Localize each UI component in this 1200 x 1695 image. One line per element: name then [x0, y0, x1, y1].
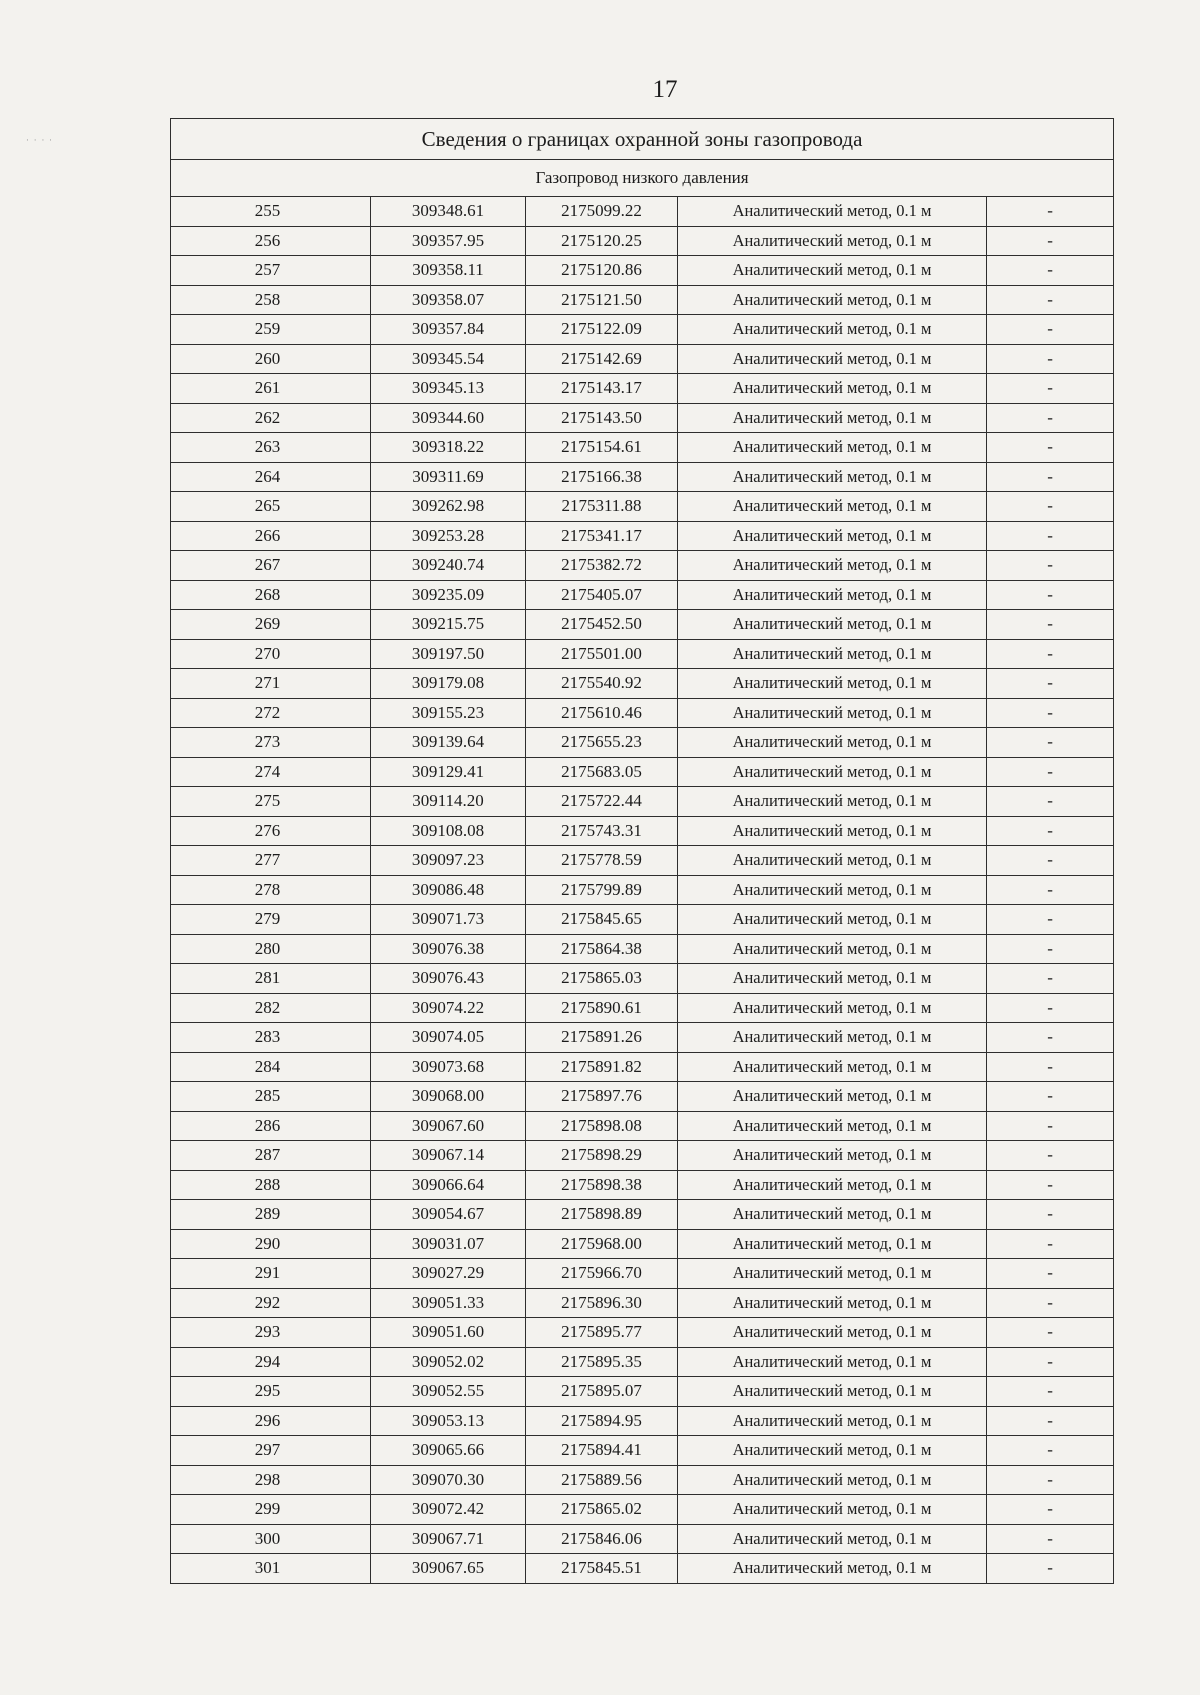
x-coordinate-cell: 309076.38 — [371, 934, 526, 964]
point-number-cell: 290 — [171, 1229, 371, 1259]
point-number-cell: 264 — [171, 462, 371, 492]
y-coordinate-cell: 2175121.50 — [526, 285, 678, 315]
y-coordinate-cell: 2175799.89 — [526, 875, 678, 905]
point-number-cell: 271 — [171, 669, 371, 699]
y-coordinate-cell: 2175501.00 — [526, 639, 678, 669]
table-row — [171, 521, 1114, 551]
note-cell: - — [987, 1554, 1114, 1584]
table-row — [171, 580, 1114, 610]
point-number-cell: 255 — [171, 197, 371, 227]
point-number-cell: 262 — [171, 403, 371, 433]
point-number-cell: 280 — [171, 934, 371, 964]
note-cell: - — [987, 757, 1114, 787]
point-number-cell: 292 — [171, 1288, 371, 1318]
y-coordinate-cell: 2175865.03 — [526, 964, 678, 994]
note-cell: - — [987, 846, 1114, 876]
x-coordinate-cell: 309345.13 — [371, 374, 526, 404]
y-coordinate-cell: 2175966.70 — [526, 1259, 678, 1289]
y-coordinate-cell: 2175891.82 — [526, 1052, 678, 1082]
table-row — [171, 1554, 1114, 1584]
note-cell: - — [987, 1318, 1114, 1348]
method-cell: Аналитический метод, 0.1 м — [678, 875, 987, 905]
method-cell: Аналитический метод, 0.1 м — [678, 1052, 987, 1082]
point-number-cell: 257 — [171, 256, 371, 286]
method-cell: Аналитический метод, 0.1 м — [678, 846, 987, 876]
table-row — [171, 1111, 1114, 1141]
x-coordinate-cell: 309262.98 — [371, 492, 526, 522]
note-cell: - — [987, 934, 1114, 964]
y-coordinate-cell: 2175864.38 — [526, 934, 678, 964]
note-cell: - — [987, 315, 1114, 345]
x-coordinate-cell: 309179.08 — [371, 669, 526, 699]
method-cell: Аналитический метод, 0.1 м — [678, 1200, 987, 1230]
y-coordinate-cell: 2175896.30 — [526, 1288, 678, 1318]
point-number-cell: 278 — [171, 875, 371, 905]
method-cell: Аналитический метод, 0.1 м — [678, 934, 987, 964]
x-coordinate-cell: 309052.55 — [371, 1377, 526, 1407]
note-cell: - — [987, 551, 1114, 581]
table-row — [171, 610, 1114, 640]
method-cell: Аналитический метод, 0.1 м — [678, 1524, 987, 1554]
x-coordinate-cell: 309027.29 — [371, 1259, 526, 1289]
method-cell: Аналитический метод, 0.1 м — [678, 639, 987, 669]
method-cell: Аналитический метод, 0.1 м — [678, 905, 987, 935]
table-row — [171, 875, 1114, 905]
y-coordinate-cell: 2175655.23 — [526, 728, 678, 758]
method-cell: Аналитический метод, 0.1 м — [678, 580, 987, 610]
method-cell: Аналитический метод, 0.1 м — [678, 433, 987, 463]
x-coordinate-cell: 309311.69 — [371, 462, 526, 492]
x-coordinate-cell: 309197.50 — [371, 639, 526, 669]
table-row — [171, 934, 1114, 964]
method-cell: Аналитический метод, 0.1 м — [678, 1347, 987, 1377]
point-number-cell: 256 — [171, 226, 371, 256]
point-number-cell: 286 — [171, 1111, 371, 1141]
note-cell: - — [987, 226, 1114, 256]
point-number-cell: 260 — [171, 344, 371, 374]
y-coordinate-cell: 2175898.89 — [526, 1200, 678, 1230]
x-coordinate-cell: 309253.28 — [371, 521, 526, 551]
x-coordinate-cell: 309031.07 — [371, 1229, 526, 1259]
point-number-cell: 266 — [171, 521, 371, 551]
x-coordinate-cell: 309344.60 — [371, 403, 526, 433]
table-row — [171, 1023, 1114, 1053]
table-row — [171, 1406, 1114, 1436]
point-number-cell: 296 — [171, 1406, 371, 1436]
margin-scan-artifact: · · · · — [26, 136, 54, 146]
x-coordinate-cell: 309345.54 — [371, 344, 526, 374]
method-cell: Аналитический метод, 0.1 м — [678, 197, 987, 227]
point-number-cell: 258 — [171, 285, 371, 315]
y-coordinate-cell: 2175722.44 — [526, 787, 678, 817]
table-subtitle: Газопровод низкого давления — [171, 160, 1114, 197]
x-coordinate-cell: 309358.07 — [371, 285, 526, 315]
y-coordinate-cell: 2175845.65 — [526, 905, 678, 935]
table-row — [171, 1524, 1114, 1554]
table-row — [171, 1495, 1114, 1525]
point-number-cell: 265 — [171, 492, 371, 522]
point-number-cell: 261 — [171, 374, 371, 404]
y-coordinate-cell: 2175889.56 — [526, 1465, 678, 1495]
note-cell: - — [987, 698, 1114, 728]
method-cell: Аналитический метод, 0.1 м — [678, 1170, 987, 1200]
note-cell: - — [987, 610, 1114, 640]
table-row — [171, 757, 1114, 787]
point-number-cell: 259 — [171, 315, 371, 345]
y-coordinate-cell: 2175898.38 — [526, 1170, 678, 1200]
y-coordinate-cell: 2175743.31 — [526, 816, 678, 846]
table-row — [171, 669, 1114, 699]
method-cell: Аналитический метод, 0.1 м — [678, 551, 987, 581]
x-coordinate-cell: 309070.30 — [371, 1465, 526, 1495]
method-cell: Аналитический метод, 0.1 м — [678, 285, 987, 315]
table-row — [171, 905, 1114, 935]
method-cell: Аналитический метод, 0.1 м — [678, 1259, 987, 1289]
point-number-cell: 263 — [171, 433, 371, 463]
method-cell: Аналитический метод, 0.1 м — [678, 256, 987, 286]
table-row — [171, 964, 1114, 994]
note-cell: - — [987, 1495, 1114, 1525]
note-cell: - — [987, 197, 1114, 227]
table-row — [171, 1082, 1114, 1112]
table-row — [171, 256, 1114, 286]
y-coordinate-cell: 2175897.76 — [526, 1082, 678, 1112]
note-cell: - — [987, 492, 1114, 522]
method-cell: Аналитический метод, 0.1 м — [678, 374, 987, 404]
y-coordinate-cell: 2175154.61 — [526, 433, 678, 463]
note-cell: - — [987, 1259, 1114, 1289]
x-coordinate-cell: 309067.14 — [371, 1141, 526, 1171]
note-cell: - — [987, 1141, 1114, 1171]
y-coordinate-cell: 2175894.95 — [526, 1406, 678, 1436]
x-coordinate-cell: 309074.22 — [371, 993, 526, 1023]
method-cell: Аналитический метод, 0.1 м — [678, 669, 987, 699]
x-coordinate-cell: 309097.23 — [371, 846, 526, 876]
point-number-cell: 283 — [171, 1023, 371, 1053]
table-row — [171, 1318, 1114, 1348]
y-coordinate-cell: 2175891.26 — [526, 1023, 678, 1053]
method-cell: Аналитический метод, 0.1 м — [678, 964, 987, 994]
table-row — [171, 374, 1114, 404]
note-cell: - — [987, 1052, 1114, 1082]
note-cell: - — [987, 639, 1114, 669]
table-row — [171, 315, 1114, 345]
y-coordinate-cell: 2175122.09 — [526, 315, 678, 345]
x-coordinate-cell: 309071.73 — [371, 905, 526, 935]
table-row — [171, 1170, 1114, 1200]
table-row — [171, 285, 1114, 315]
table-row — [171, 816, 1114, 846]
note-cell: - — [987, 580, 1114, 610]
point-number-cell: 270 — [171, 639, 371, 669]
x-coordinate-cell: 309053.13 — [371, 1406, 526, 1436]
method-cell: Аналитический метод, 0.1 м — [678, 226, 987, 256]
note-cell: - — [987, 1288, 1114, 1318]
x-coordinate-cell: 309235.09 — [371, 580, 526, 610]
method-cell: Аналитический метод, 0.1 м — [678, 1377, 987, 1407]
note-cell: - — [987, 964, 1114, 994]
x-coordinate-cell: 309358.11 — [371, 256, 526, 286]
note-cell: - — [987, 1377, 1114, 1407]
table-row — [171, 197, 1114, 227]
table-row — [171, 1465, 1114, 1495]
note-cell: - — [987, 787, 1114, 817]
note-cell: - — [987, 816, 1114, 846]
table-row — [171, 698, 1114, 728]
y-coordinate-cell: 2175865.02 — [526, 1495, 678, 1525]
note-cell: - — [987, 521, 1114, 551]
y-coordinate-cell: 2175099.22 — [526, 197, 678, 227]
x-coordinate-cell: 309074.05 — [371, 1023, 526, 1053]
note-cell: - — [987, 905, 1114, 935]
y-coordinate-cell: 2175895.07 — [526, 1377, 678, 1407]
boundary-table — [170, 118, 1114, 1584]
method-cell: Аналитический метод, 0.1 м — [678, 728, 987, 758]
note-cell: - — [987, 1170, 1114, 1200]
point-number-cell: 293 — [171, 1318, 371, 1348]
x-coordinate-cell: 309357.84 — [371, 315, 526, 345]
table-row — [171, 1052, 1114, 1082]
table-title-row — [171, 119, 1114, 160]
note-cell: - — [987, 1465, 1114, 1495]
table-row — [171, 492, 1114, 522]
note-cell: - — [987, 1023, 1114, 1053]
method-cell: Аналитический метод, 0.1 м — [678, 1436, 987, 1466]
table-row — [171, 1229, 1114, 1259]
point-number-cell: 295 — [171, 1377, 371, 1407]
method-cell: Аналитический метод, 0.1 м — [678, 1111, 987, 1141]
note-cell: - — [987, 1347, 1114, 1377]
x-coordinate-cell: 309240.74 — [371, 551, 526, 581]
note-cell: - — [987, 1524, 1114, 1554]
note-cell: - — [987, 462, 1114, 492]
table-title: Сведения о границах охранной зоны газопровода — [171, 119, 1114, 160]
x-coordinate-cell: 309215.75 — [371, 610, 526, 640]
method-cell: Аналитический метод, 0.1 м — [678, 521, 987, 551]
x-coordinate-cell: 309068.00 — [371, 1082, 526, 1112]
y-coordinate-cell: 2175898.29 — [526, 1141, 678, 1171]
x-coordinate-cell: 309357.95 — [371, 226, 526, 256]
note-cell: - — [987, 344, 1114, 374]
table-row — [171, 433, 1114, 463]
note-cell: - — [987, 374, 1114, 404]
point-number-cell: 273 — [171, 728, 371, 758]
x-coordinate-cell: 309086.48 — [371, 875, 526, 905]
table-row — [171, 344, 1114, 374]
point-number-cell: 288 — [171, 1170, 371, 1200]
method-cell: Аналитический метод, 0.1 м — [678, 344, 987, 374]
y-coordinate-cell: 2175895.35 — [526, 1347, 678, 1377]
note-cell: - — [987, 256, 1114, 286]
x-coordinate-cell: 309067.60 — [371, 1111, 526, 1141]
x-coordinate-cell: 309318.22 — [371, 433, 526, 463]
y-coordinate-cell: 2175894.41 — [526, 1436, 678, 1466]
method-cell: Аналитический метод, 0.1 м — [678, 462, 987, 492]
note-cell: - — [987, 1200, 1114, 1230]
note-cell: - — [987, 1082, 1114, 1112]
point-number-cell: 300 — [171, 1524, 371, 1554]
table-row — [171, 846, 1114, 876]
y-coordinate-cell: 2175341.17 — [526, 521, 678, 551]
x-coordinate-cell: 309072.42 — [371, 1495, 526, 1525]
x-coordinate-cell: 309067.65 — [371, 1554, 526, 1584]
method-cell: Аналитический метод, 0.1 м — [678, 610, 987, 640]
page-number: 17 — [652, 76, 678, 103]
point-number-cell: 298 — [171, 1465, 371, 1495]
table-row — [171, 551, 1114, 581]
method-cell: Аналитический метод, 0.1 м — [678, 492, 987, 522]
y-coordinate-cell: 2175610.46 — [526, 698, 678, 728]
point-number-cell: 282 — [171, 993, 371, 1023]
table-row — [171, 1436, 1114, 1466]
x-coordinate-cell: 309114.20 — [371, 787, 526, 817]
y-coordinate-cell: 2175968.00 — [526, 1229, 678, 1259]
point-number-cell: 276 — [171, 816, 371, 846]
table-row — [171, 226, 1114, 256]
point-number-cell: 279 — [171, 905, 371, 935]
x-coordinate-cell: 309067.71 — [371, 1524, 526, 1554]
method-cell: Аналитический метод, 0.1 м — [678, 1406, 987, 1436]
x-coordinate-cell: 309348.61 — [371, 197, 526, 227]
method-cell: Аналитический метод, 0.1 м — [678, 1465, 987, 1495]
point-number-cell: 285 — [171, 1082, 371, 1112]
point-number-cell: 277 — [171, 846, 371, 876]
note-cell: - — [987, 728, 1114, 758]
point-number-cell: 269 — [171, 610, 371, 640]
point-number-cell: 275 — [171, 787, 371, 817]
table-row — [171, 1347, 1114, 1377]
point-number-cell: 281 — [171, 964, 371, 994]
point-number-cell: 284 — [171, 1052, 371, 1082]
method-cell: Аналитический метод, 0.1 м — [678, 1229, 987, 1259]
note-cell: - — [987, 1406, 1114, 1436]
point-number-cell: 301 — [171, 1554, 371, 1584]
point-number-cell: 291 — [171, 1259, 371, 1289]
x-coordinate-cell: 309155.23 — [371, 698, 526, 728]
x-coordinate-cell: 309051.60 — [371, 1318, 526, 1348]
method-cell: Аналитический метод, 0.1 м — [678, 1023, 987, 1053]
point-number-cell: 294 — [171, 1347, 371, 1377]
y-coordinate-cell: 2175120.25 — [526, 226, 678, 256]
table-subtitle-row — [171, 160, 1114, 197]
method-cell: Аналитический метод, 0.1 м — [678, 757, 987, 787]
y-coordinate-cell: 2175166.38 — [526, 462, 678, 492]
note-cell: - — [987, 1229, 1114, 1259]
method-cell: Аналитический метод, 0.1 м — [678, 1495, 987, 1525]
y-coordinate-cell: 2175846.06 — [526, 1524, 678, 1554]
x-coordinate-cell: 309073.68 — [371, 1052, 526, 1082]
x-coordinate-cell: 309051.33 — [371, 1288, 526, 1318]
note-cell: - — [987, 285, 1114, 315]
table-row — [171, 462, 1114, 492]
method-cell: Аналитический метод, 0.1 м — [678, 787, 987, 817]
note-cell: - — [987, 1111, 1114, 1141]
y-coordinate-cell: 2175778.59 — [526, 846, 678, 876]
y-coordinate-cell: 2175845.51 — [526, 1554, 678, 1584]
table-row — [171, 1200, 1114, 1230]
table-row — [171, 1141, 1114, 1171]
table-row — [171, 1259, 1114, 1289]
method-cell: Аналитический метод, 0.1 м — [678, 315, 987, 345]
method-cell: Аналитический метод, 0.1 м — [678, 1288, 987, 1318]
table-row — [171, 787, 1114, 817]
point-number-cell: 267 — [171, 551, 371, 581]
y-coordinate-cell: 2175452.50 — [526, 610, 678, 640]
note-cell: - — [987, 669, 1114, 699]
x-coordinate-cell: 309066.64 — [371, 1170, 526, 1200]
y-coordinate-cell: 2175142.69 — [526, 344, 678, 374]
method-cell: Аналитический метод, 0.1 м — [678, 993, 987, 1023]
point-number-cell: 274 — [171, 757, 371, 787]
x-coordinate-cell: 309054.67 — [371, 1200, 526, 1230]
note-cell: - — [987, 403, 1114, 433]
y-coordinate-cell: 2175540.92 — [526, 669, 678, 699]
y-coordinate-cell: 2175143.50 — [526, 403, 678, 433]
method-cell: Аналитический метод, 0.1 м — [678, 1554, 987, 1584]
method-cell: Аналитический метод, 0.1 м — [678, 1318, 987, 1348]
y-coordinate-cell: 2175382.72 — [526, 551, 678, 581]
point-number-cell: 297 — [171, 1436, 371, 1466]
y-coordinate-cell: 2175898.08 — [526, 1111, 678, 1141]
table-row — [171, 1377, 1114, 1407]
point-number-cell: 268 — [171, 580, 371, 610]
table-row — [171, 993, 1114, 1023]
x-coordinate-cell: 309052.02 — [371, 1347, 526, 1377]
x-coordinate-cell: 309139.64 — [371, 728, 526, 758]
table-row — [171, 728, 1114, 758]
x-coordinate-cell: 309129.41 — [371, 757, 526, 787]
point-number-cell: 272 — [171, 698, 371, 728]
method-cell: Аналитический метод, 0.1 м — [678, 816, 987, 846]
y-coordinate-cell: 2175311.88 — [526, 492, 678, 522]
x-coordinate-cell: 309108.08 — [371, 816, 526, 846]
x-coordinate-cell: 309065.66 — [371, 1436, 526, 1466]
y-coordinate-cell: 2175683.05 — [526, 757, 678, 787]
note-cell: - — [987, 875, 1114, 905]
method-cell: Аналитический метод, 0.1 м — [678, 1082, 987, 1112]
y-coordinate-cell: 2175895.77 — [526, 1318, 678, 1348]
method-cell: Аналитический метод, 0.1 м — [678, 1141, 987, 1171]
method-cell: Аналитический метод, 0.1 м — [678, 403, 987, 433]
table-row — [171, 639, 1114, 669]
y-coordinate-cell: 2175120.86 — [526, 256, 678, 286]
method-cell: Аналитический метод, 0.1 м — [678, 698, 987, 728]
y-coordinate-cell: 2175890.61 — [526, 993, 678, 1023]
note-cell: - — [987, 433, 1114, 463]
x-coordinate-cell: 309076.43 — [371, 964, 526, 994]
point-number-cell: 287 — [171, 1141, 371, 1171]
table-row — [171, 1288, 1114, 1318]
point-number-cell: 299 — [171, 1495, 371, 1525]
y-coordinate-cell: 2175143.17 — [526, 374, 678, 404]
table-row — [171, 403, 1114, 433]
point-number-cell: 289 — [171, 1200, 371, 1230]
note-cell: - — [987, 1436, 1114, 1466]
y-coordinate-cell: 2175405.07 — [526, 580, 678, 610]
note-cell: - — [987, 993, 1114, 1023]
